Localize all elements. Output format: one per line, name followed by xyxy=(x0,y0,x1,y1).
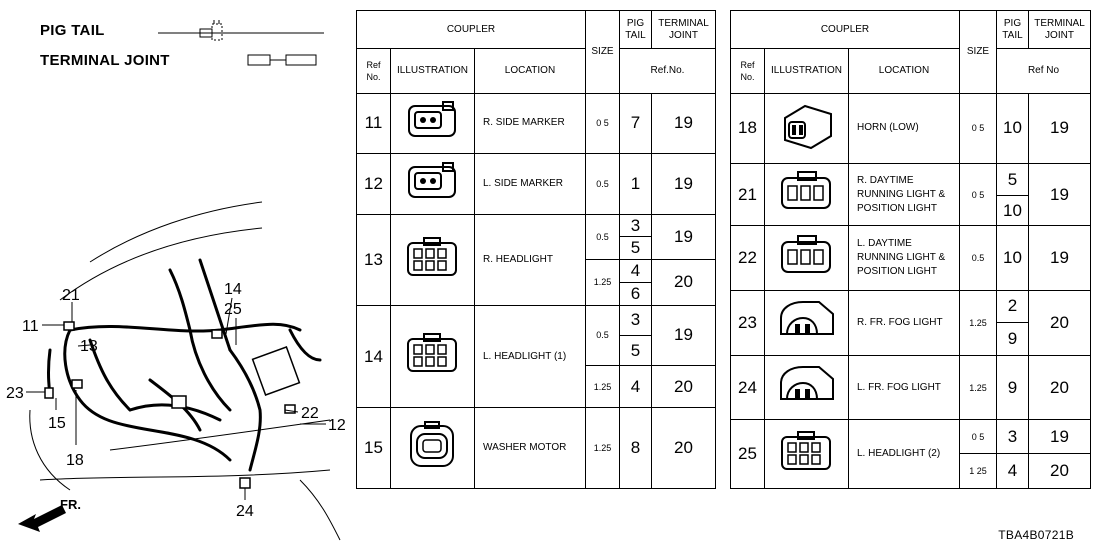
table-row xyxy=(357,408,716,489)
terminal-joint-ref: 20 xyxy=(1029,290,1091,355)
ref-number: 25 xyxy=(731,420,765,489)
size-header: SIZE xyxy=(586,11,620,94)
pig-tail-ref: 3 xyxy=(997,420,1029,453)
pig-tail-ref: 3 xyxy=(620,305,652,335)
terminal-joint-ref: 19 xyxy=(1029,226,1091,290)
pig-tail-ref: 7 xyxy=(620,93,652,153)
coupler-header: COUPLER xyxy=(357,11,586,49)
illustration-header: ILLUSTRATION xyxy=(391,49,475,93)
pig-tail-ref: 9 xyxy=(997,356,1029,420)
coupler-illustration xyxy=(765,93,849,163)
terminal-joint-ref: 20 xyxy=(652,366,716,408)
location-cell: L. HEADLIGHT (1) xyxy=(475,305,586,408)
pig-tail-ref: 5 xyxy=(620,335,652,365)
terminal-joint-ref: 20 xyxy=(1029,356,1091,420)
callout-21: 21 xyxy=(62,287,80,304)
table-row xyxy=(357,93,716,153)
pig-tail-header: PIG TAIL xyxy=(997,11,1029,49)
wire-size: 1.25 xyxy=(586,366,620,408)
pig-tail-ref: 1 xyxy=(620,153,652,214)
terminal-joint-legend-label: TERMINAL JOINT xyxy=(40,52,170,69)
callout-22: 22 xyxy=(301,405,319,422)
coupler-fog-icon xyxy=(775,361,839,409)
callout-18: 18 xyxy=(66,452,84,469)
callout-13: 13 xyxy=(80,338,98,355)
pig-tail-ref: 4 xyxy=(997,453,1029,488)
coupler-illustration xyxy=(765,356,849,420)
ref-no-header: Ref No. xyxy=(731,49,765,93)
table-row xyxy=(731,93,1091,163)
front-arrow-icon xyxy=(18,497,81,532)
coupler-2pin-icon xyxy=(403,98,463,144)
drawing-code: TBA4B0721B xyxy=(998,528,1074,542)
pig-tail-ref: 5 xyxy=(620,237,652,259)
coupler-illustration xyxy=(765,226,849,290)
location-cell: L. DAYTIME RUNNING LIGHT & POSITION LIGHT xyxy=(849,226,960,290)
wire-size: 0.5 xyxy=(960,226,997,290)
location-cell: L. HEADLIGHT (2) xyxy=(849,420,960,489)
terminal-joint-header: TERMINAL JOINT xyxy=(652,11,716,49)
pig-tail-legend-label: PIG TAIL xyxy=(40,22,105,39)
coupler-header: COUPLER xyxy=(731,11,960,49)
coupler-6pin-icon xyxy=(402,235,464,281)
coupler-2pin-horn-icon xyxy=(775,100,839,152)
coupler-illustration xyxy=(391,305,475,408)
wire-size: 0.5 xyxy=(586,305,620,365)
callout-23: 23 xyxy=(6,385,24,402)
pig-joint-ref-header: Ref.No. xyxy=(620,49,716,93)
pig-tail-ref: 2 xyxy=(997,290,1029,322)
coupler-3pin-icon xyxy=(776,232,838,280)
terminal-joint-symbol xyxy=(248,55,316,65)
pig-tail-ref: 4 xyxy=(620,259,652,282)
table-row xyxy=(731,290,1091,322)
illustration-header: ILLUSTRATION xyxy=(765,49,849,93)
callout-14: 14 xyxy=(224,281,242,298)
ref-no-header: Ref No. xyxy=(357,49,391,93)
pig-tail-ref: 4 xyxy=(620,366,652,408)
terminal-joint-ref: 19 xyxy=(652,215,716,259)
coupler-illustration xyxy=(765,290,849,355)
location-cell: R. HEADLIGHT xyxy=(475,215,586,306)
coupler-round-2pin-icon xyxy=(403,420,463,472)
table-row xyxy=(357,153,716,214)
ref-number: 22 xyxy=(731,226,765,290)
terminal-joint-header: TERMINAL JOINT xyxy=(1029,11,1091,49)
terminal-joint-ref: 19 xyxy=(1029,163,1091,225)
coupler-illustration xyxy=(765,163,849,225)
table-row xyxy=(357,305,716,335)
terminal-joint-ref: 19 xyxy=(652,93,716,153)
location-header: LOCATION xyxy=(849,49,960,93)
wire-size: 1.25 xyxy=(586,408,620,489)
coupler-3pin-icon xyxy=(776,168,838,216)
location-header: LOCATION xyxy=(475,49,586,93)
callout-15: 15 xyxy=(48,415,66,432)
callout-25: 25 xyxy=(224,301,242,318)
terminal-joint-ref: 19 xyxy=(652,305,716,365)
table-row xyxy=(731,356,1091,420)
coupler-table-left xyxy=(356,10,716,489)
callout-11: 11 xyxy=(22,318,39,335)
coupler-6pin-icon xyxy=(402,331,464,377)
coupler-2pin-icon xyxy=(403,159,463,205)
pig-tail-ref: 10 xyxy=(997,226,1029,290)
wire-size: 0.5 xyxy=(586,215,620,259)
table-row xyxy=(357,215,716,237)
front-direction-label: FR. xyxy=(60,497,81,512)
terminal-joint-ref: 20 xyxy=(1029,453,1091,488)
coupler-illustration xyxy=(765,420,849,489)
terminal-joint-ref: 19 xyxy=(652,153,716,214)
ref-number: 24 xyxy=(731,356,765,420)
pig-tail-header: PIG TAIL xyxy=(620,11,652,49)
callout-12: 12 xyxy=(328,417,346,434)
wire-size: 1 25 xyxy=(960,453,997,488)
location-cell: WASHER MOTOR xyxy=(475,408,586,489)
callout-24: 24 xyxy=(236,503,254,520)
pig-tail-ref: 10 xyxy=(997,196,1029,226)
location-cell: R. FR. FOG LIGHT xyxy=(849,290,960,355)
terminal-joint-ref: 20 xyxy=(652,408,716,489)
wire-size: 1.25 xyxy=(960,356,997,420)
pig-tail-ref: 9 xyxy=(997,322,1029,355)
ref-number: 21 xyxy=(731,163,765,225)
location-cell: L. SIDE MARKER xyxy=(475,153,586,214)
ref-number: 18 xyxy=(731,93,765,163)
table-row xyxy=(731,163,1091,195)
wire-size: 1.25 xyxy=(960,290,997,355)
terminal-joint-ref: 19 xyxy=(1029,93,1091,163)
wire-size: 1.25 xyxy=(586,259,620,305)
pig-tail-symbol xyxy=(158,20,324,40)
pig-tail-ref: 8 xyxy=(620,408,652,489)
ref-number: 11 xyxy=(357,93,391,153)
pig-joint-ref-header: Ref No xyxy=(997,49,1091,93)
wire-size: 0.5 xyxy=(586,153,620,214)
coupler-illustration xyxy=(391,93,475,153)
pig-tail-ref: 3 xyxy=(620,215,652,237)
ref-number: 13 xyxy=(357,215,391,306)
pig-tail-ref: 10 xyxy=(997,93,1029,163)
pig-tail-ref: 5 xyxy=(997,163,1029,195)
ref-number: 23 xyxy=(731,290,765,355)
coupler-illustration xyxy=(391,153,475,214)
size-header: SIZE xyxy=(960,11,997,94)
pig-tail-ref: 6 xyxy=(620,282,652,305)
location-cell: R. SIDE MARKER xyxy=(475,93,586,153)
terminal-joint-ref: 20 xyxy=(652,259,716,305)
terminal-joint-ref: 19 xyxy=(1029,420,1091,453)
coupler-6pin-icon xyxy=(776,429,838,475)
table-row xyxy=(731,420,1091,453)
coupler-fog-icon xyxy=(775,296,839,344)
wire-size: 0 5 xyxy=(960,163,997,225)
ref-number: 14 xyxy=(357,305,391,408)
ref-number: 15 xyxy=(357,408,391,489)
location-cell: HORN (LOW) xyxy=(849,93,960,163)
coupler-illustration xyxy=(391,215,475,306)
location-cell: L. FR. FOG LIGHT xyxy=(849,356,960,420)
coupler-table-right xyxy=(730,10,1091,489)
location-cell: R. DAYTIME RUNNING LIGHT & POSITION LIGHT xyxy=(849,163,960,225)
harness-diagram xyxy=(0,0,350,554)
wire-size: 0 5 xyxy=(960,93,997,163)
table-row xyxy=(731,226,1091,290)
coupler-illustration xyxy=(391,408,475,489)
wire-size: 0 5 xyxy=(586,93,620,153)
wire-size: 0 5 xyxy=(960,420,997,453)
ref-number: 12 xyxy=(357,153,391,214)
